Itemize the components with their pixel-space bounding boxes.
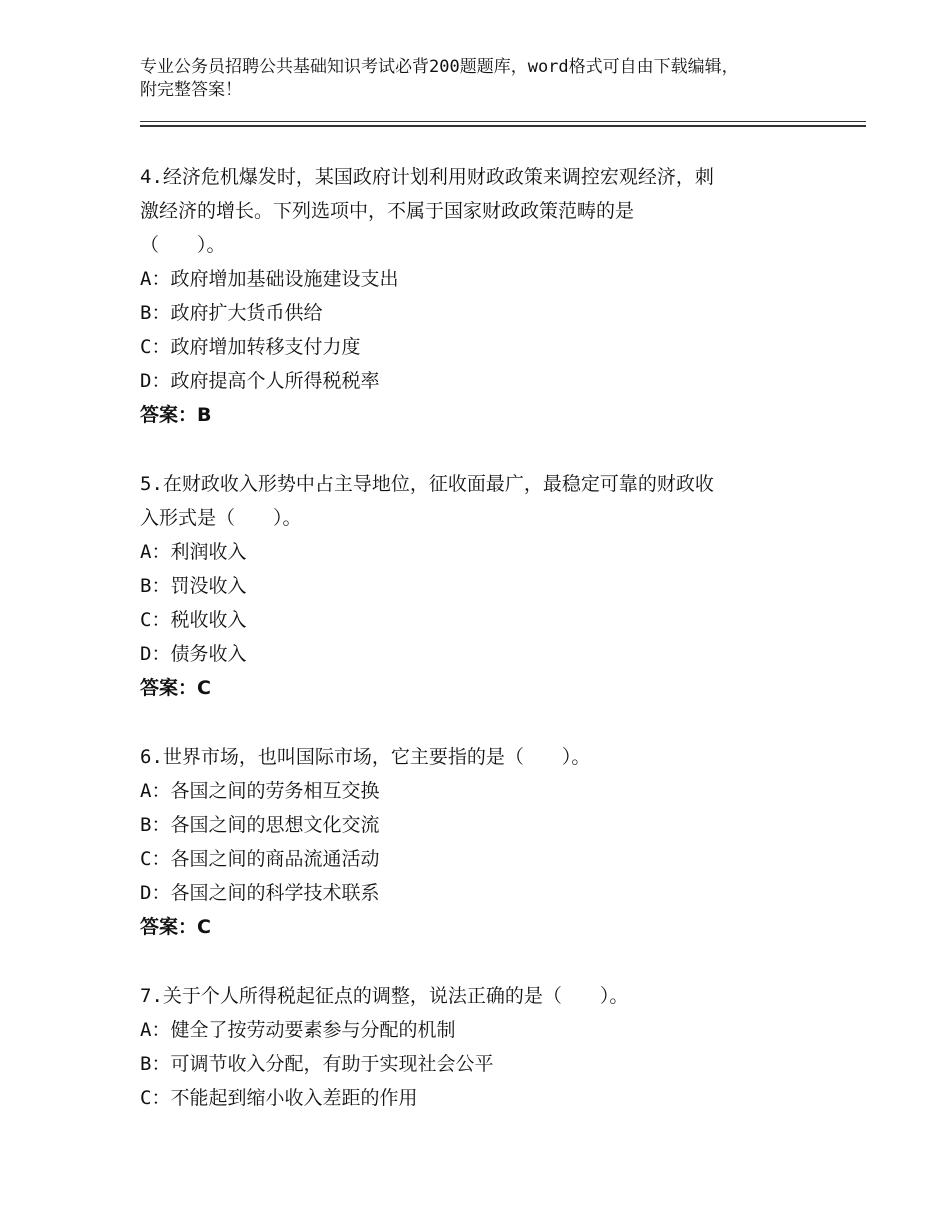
header-divider-bottom: [140, 125, 866, 127]
question-stem-line: 6.世界市场，也叫国际市场，它主要指的是（ ）。: [140, 746, 591, 768]
option-a: A：政府增加基础设施建设支出: [140, 268, 399, 290]
answer-line: 答案：B: [140, 404, 212, 426]
header-line-1: 专业公务员招聘公共基础知识考试必背200题题库，word格式可自由下载编辑，: [140, 57, 739, 77]
answer-line: 答案：C: [140, 916, 211, 938]
option-d: D：债务收入: [140, 643, 247, 665]
question-stem-line: 7.关于个人所得税起征点的调整，说法正确的是（ ）。: [140, 985, 629, 1007]
option-d: D：各国之间的科学技术联系: [140, 882, 380, 904]
option-c: C：税收收入: [140, 609, 247, 631]
answer-line: 答案：C: [140, 677, 211, 699]
question-stem-line: 4.经济危机爆发时，某国政府计划利用财政政策来调控宏观经济，刺: [140, 166, 714, 188]
question-stem-line: （ ）。: [140, 234, 226, 256]
option-a: A：健全了按劳动要素参与分配的机制: [140, 1019, 456, 1041]
option-c: C：政府增加转移支付力度: [140, 336, 361, 358]
option-c: C：各国之间的商品流通活动: [140, 848, 380, 870]
question-5: [140, 467, 820, 705]
option-b: B：罚没收入: [140, 575, 247, 597]
option-b: B：政府扩大货币供给: [140, 302, 323, 324]
option-a: A：利润收入: [140, 541, 247, 563]
question-stem-line: 5.在财政收入形势中占主导地位，征收面最广，最稳定可靠的财政收: [140, 473, 714, 495]
header-line-2: 附完整答案！: [140, 80, 242, 100]
option-d: D：政府提高个人所得税税率: [140, 370, 380, 392]
question-stem-line: 入形式是（ ）。: [140, 507, 302, 529]
option-c: C：不能起到缩小收入差距的作用: [140, 1087, 418, 1109]
question-6: [140, 740, 820, 944]
option-b: B：可调节收入分配，有助于实现社会公平: [140, 1053, 494, 1075]
header-divider-top: [140, 121, 866, 122]
option-b: B：各国之间的思想文化交流: [140, 814, 380, 836]
question-stem-line: 激经济的增长。下列选项中，不属于国家财政政策范畴的是: [140, 200, 635, 222]
document-header: [140, 56, 830, 102]
question-4: [140, 160, 820, 432]
question-7: [140, 979, 820, 1115]
option-a: A：各国之间的劳务相互交换: [140, 780, 380, 802]
